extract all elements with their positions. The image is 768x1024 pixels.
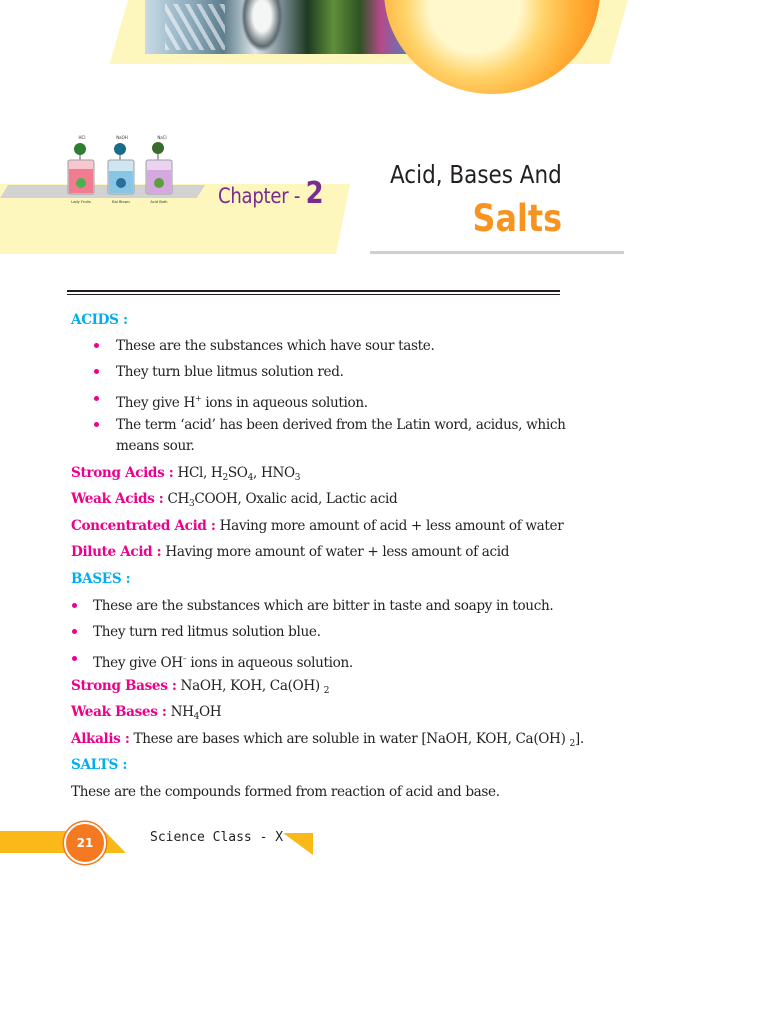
section-rule bbox=[67, 290, 560, 292]
base-oh-prefix: They give OH bbox=[93, 655, 183, 671]
formula-sub: 2 bbox=[222, 473, 228, 483]
bullet-icon bbox=[72, 603, 77, 608]
bullet-icon bbox=[72, 656, 77, 661]
chapter-dash: - bbox=[288, 184, 306, 208]
beaker-top-label: HCl bbox=[78, 135, 86, 140]
formula-sub: 4 bbox=[193, 712, 200, 722]
bullet-icon bbox=[94, 369, 99, 374]
footer-book-title: Science Class - X bbox=[150, 830, 284, 845]
chapter-label bbox=[218, 176, 323, 211]
concentrated-acid-line bbox=[71, 517, 563, 535]
strong-bases-line bbox=[71, 677, 329, 700]
bases-point-1: These are the substances which are bitter in taste and soapy in touch. bbox=[93, 598, 554, 614]
bullet-icon bbox=[94, 422, 99, 427]
alkalis-line bbox=[71, 730, 584, 753]
salts-text: These are the compounds formed from reaction of acid and base. bbox=[71, 784, 500, 800]
dilute-acid-line bbox=[71, 543, 509, 561]
beaker-top-label: NaOH bbox=[116, 135, 128, 140]
acids-heading: ACIDS : bbox=[71, 312, 128, 328]
formula-sub: 3 bbox=[189, 499, 195, 509]
formula-sub: 4 bbox=[247, 473, 253, 483]
header-photo-strip bbox=[145, 0, 407, 54]
beaker-icon bbox=[146, 135, 172, 204]
footer-triangle bbox=[283, 833, 313, 855]
bases-point-2: They turn red litmus solution blue. bbox=[93, 624, 321, 640]
weak-bases-label: Weak Bases : bbox=[71, 704, 167, 720]
formula-part: NaOH, KOH, Ca(OH) bbox=[180, 678, 320, 694]
alkalis-label: Alkalis : bbox=[71, 731, 130, 747]
formula-sub: 2 bbox=[323, 686, 330, 696]
formula-part: OH bbox=[199, 704, 222, 720]
dilute-acid-text: Having more amount of water + less amount of acid bbox=[165, 544, 510, 560]
weak-acids-line bbox=[71, 490, 397, 513]
acid-h-suffix: ions in aqueous solution. bbox=[205, 395, 368, 411]
acids-point-2: They turn blue litmus solution red. bbox=[116, 364, 344, 380]
salts-heading: SALTS : bbox=[71, 757, 128, 773]
base-oh-charge: – bbox=[182, 654, 187, 663]
formula-part: CH bbox=[167, 491, 190, 507]
strong-bases-label: Strong Bases : bbox=[71, 678, 177, 694]
formula-sub: 2 bbox=[569, 739, 575, 749]
formula-part: HCl, H bbox=[177, 465, 223, 481]
acids-point-3 bbox=[116, 390, 368, 412]
formula-part: COOH, Oxalic acid, Lactic acid bbox=[194, 491, 398, 507]
title-underline bbox=[370, 251, 624, 254]
acids-point-1: These are the substances which have sour taste. bbox=[116, 338, 435, 354]
bases-point-3 bbox=[93, 650, 353, 672]
beaker-bottom-label: Bal Blown bbox=[112, 200, 130, 204]
chapter-number: 2 bbox=[305, 176, 324, 211]
beaker-icon bbox=[108, 135, 134, 204]
beaker-bottom-label: Lady Fruits bbox=[71, 200, 91, 204]
formula-sub: 3 bbox=[294, 473, 301, 483]
formula-part: NH bbox=[170, 704, 194, 720]
bullet-icon bbox=[94, 396, 99, 401]
alkalis-text: These are bases which are soluble in water [NaOH, KOH, Ca(OH) bbox=[133, 731, 566, 747]
header-orange-circle bbox=[384, 0, 600, 94]
section-rule-thin bbox=[67, 294, 560, 295]
formula-part: , HNO bbox=[253, 465, 295, 481]
acids-point-4-cont: means sour. bbox=[116, 438, 195, 454]
acid-h-charge: + bbox=[194, 394, 202, 403]
strong-acids-label: Strong Acids : bbox=[71, 465, 174, 481]
formula-part: SO bbox=[227, 465, 248, 481]
bullet-icon bbox=[72, 629, 77, 634]
page-number-badge: 21 bbox=[64, 822, 106, 864]
acids-point-4: The term ‘acid’ has been derived from the Latin word, acidus, which bbox=[116, 417, 566, 433]
bases-heading: BASES : bbox=[71, 571, 131, 587]
weak-bases-line bbox=[71, 703, 221, 726]
strong-acids-line bbox=[71, 464, 300, 487]
concentrated-acid-label: Concentrated Acid : bbox=[71, 518, 216, 534]
footer-bar bbox=[0, 831, 126, 853]
acid-h-prefix: They give H bbox=[116, 395, 195, 411]
base-oh-suffix: ions in aqueous solution. bbox=[190, 655, 353, 671]
concentrated-acid-text: Having more amount of acid + less amount of water bbox=[219, 518, 564, 534]
weak-acids-label: Weak Acids : bbox=[71, 491, 164, 507]
chapter-title-line1: Acid, Bases And bbox=[390, 160, 562, 189]
beakers-illustration bbox=[62, 133, 184, 209]
beaker-icon bbox=[68, 135, 94, 204]
beaker-top-label: NaCl bbox=[157, 135, 167, 140]
chapter-title-line2: Salts bbox=[472, 197, 562, 240]
chapter-word: Chapter bbox=[218, 184, 289, 208]
beaker-bottom-label: Acid Both bbox=[150, 200, 168, 204]
bullet-icon bbox=[94, 343, 99, 348]
alkalis-text-end: ]. bbox=[574, 731, 584, 747]
dilute-acid-label: Dilute Acid : bbox=[71, 544, 162, 560]
